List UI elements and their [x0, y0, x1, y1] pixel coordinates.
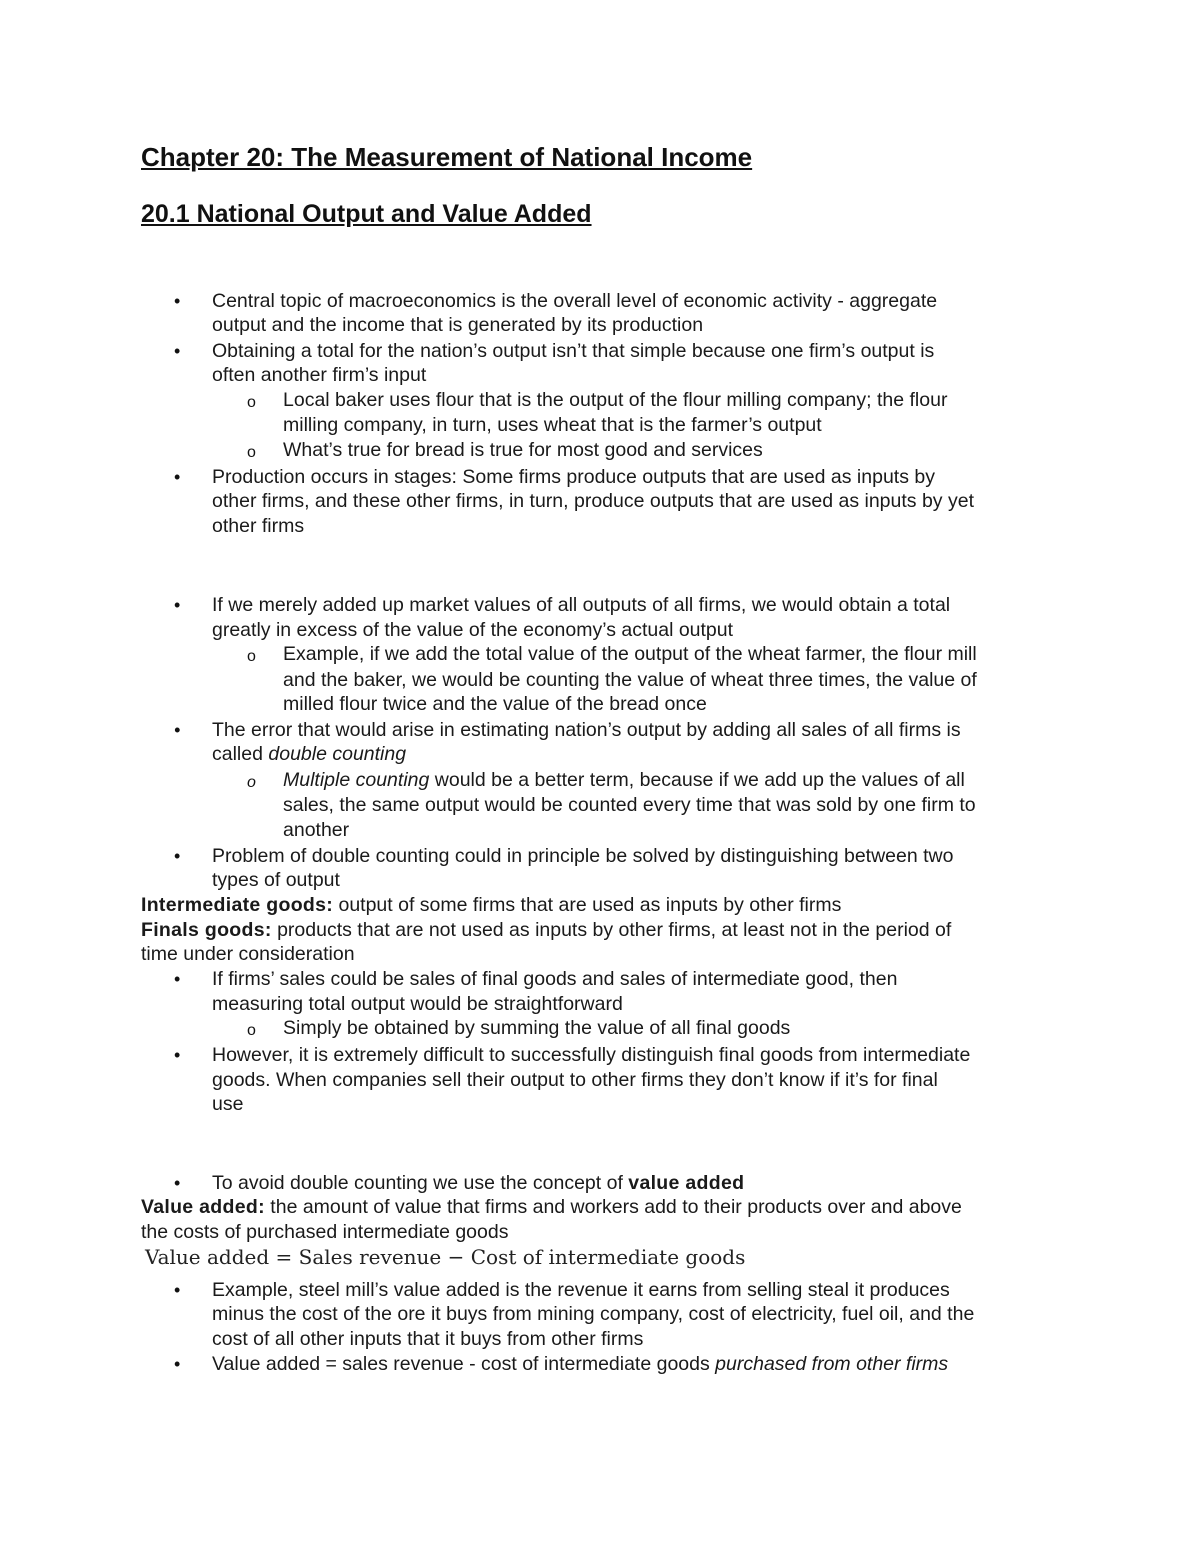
sub-bullet-text: Example, if we add the total value of the output of the wheat farmer, the flour mill	[283, 643, 977, 665]
sub-bullet-text: What’s true for bread is true for most good and services	[283, 439, 763, 461]
bullet-text: Example, steel mill’s value added is the revenue it earns from selling steal it produces	[212, 1279, 950, 1301]
sub-bullet-icon: o	[247, 774, 256, 791]
bullet-icon: •	[174, 595, 181, 615]
sub-bullet-text	[283, 768, 965, 793]
bullet-text: However, it is extremely difficult to successfully distinguish final goods from intermediate	[212, 1044, 971, 1066]
emphasis-text: double counting	[268, 743, 407, 765]
bullet-text: often another firm’s input	[212, 364, 427, 386]
bullet-text: greatly in excess of the value of the economy’s actual output	[212, 619, 734, 641]
bullet-text: Production occurs in stages: Some firms produce outputs that are used as inputs by	[212, 466, 935, 488]
bullet-text: measuring total output would be straightforward	[212, 993, 623, 1015]
plain-text: Value added = sales revenue - cost of intermediate goods	[212, 1353, 716, 1375]
definition-text: time under consideration	[141, 943, 355, 965]
bullet-text: use	[212, 1093, 244, 1115]
bullet-text: types of output	[212, 869, 340, 891]
bullet-text: Problem of double counting could in principle be solved by distinguishing between two	[212, 845, 954, 867]
bullet-text: The error that would arise in estimating nation’s output by adding all sales of all firms is	[212, 719, 961, 741]
chapter-title: Chapter 20: The Measurement of National Income	[141, 142, 753, 172]
definition-term: Value added:	[141, 1196, 265, 1218]
definition-text: products that are not used as inputs by other firms, at least not in the period of	[271, 919, 952, 941]
definition-value-added	[141, 1195, 962, 1220]
bullet-text: If firms’ sales could be sales of final goods and sales of intermediate good, then	[212, 968, 898, 990]
bullet-text	[212, 1352, 948, 1377]
sub-bullet-text: and the baker, we would be counting the value of wheat three times, the value of	[283, 669, 977, 691]
bullet-icon: •	[174, 846, 181, 866]
bullet-text: output and the income that is generated by its production	[212, 314, 704, 336]
bullet-icon: •	[174, 1280, 181, 1300]
definition-term: Finals goods:	[141, 919, 272, 941]
bold-text: value added	[628, 1172, 745, 1194]
definition-text: the costs of purchased intermediate goods	[141, 1221, 509, 1243]
definition-term: Intermediate goods:	[141, 894, 334, 916]
bullet-icon: •	[174, 720, 181, 740]
sub-bullet-text: Simply be obtained by summing the value of all final goods	[283, 1017, 791, 1039]
sub-bullet-icon: o	[247, 444, 256, 461]
emphasis-text: purchased from other firms	[715, 1353, 949, 1375]
sub-bullet-icon: o	[247, 394, 256, 411]
plain-text: would be a better term, because if we add up the values of all	[429, 769, 965, 791]
plain-text: called	[212, 743, 269, 765]
bullet-text: other firms, and these other firms, in turn, produce outputs that are used as inputs by yet	[212, 490, 974, 512]
definition-text: the amount of value that firms and workers add to their products over and above	[264, 1196, 962, 1218]
sub-bullet-text: Local baker uses flour that is the output of the flour milling company; the flour	[283, 389, 948, 411]
bullet-icon: •	[174, 969, 181, 989]
plain-text: To avoid double counting we use the concept of	[212, 1172, 629, 1194]
bullet-icon: •	[174, 467, 181, 487]
bullet-text	[212, 742, 406, 767]
sub-bullet-icon: o	[247, 648, 256, 665]
bullet-text: goods. When companies sell their output to other firms they don’t know if it’s for final	[212, 1069, 938, 1091]
bullet-text: other firms	[212, 515, 305, 537]
definition-intermediate-goods	[141, 893, 841, 918]
definition-text: output of some firms that are used as inputs by other firms	[333, 894, 842, 916]
sub-bullet-icon: o	[247, 1022, 256, 1039]
bullet-text: cost of all other inputs that it buys from other firms	[212, 1328, 644, 1350]
definition-final-goods	[141, 918, 951, 943]
bullet-icon: •	[174, 1173, 181, 1193]
bullet-icon: •	[174, 1354, 181, 1374]
bullet-text	[212, 1171, 744, 1196]
sub-bullet-text: milling company, in turn, uses wheat that is the farmer’s output	[283, 414, 822, 436]
bullet-text: Central topic of macroeconomics is the overall level of economic activity - aggregate	[212, 290, 938, 312]
bullet-text: minus the cost of the ore it buys from mining company, cost of electricity, fuel oil, and the	[212, 1303, 975, 1325]
sub-bullet-text: milled flour twice and the value of the bread once	[283, 693, 707, 715]
sub-bullet-text: sales, the same output would be counted every time that was sold by one firm to	[283, 794, 976, 816]
sub-bullet-text: another	[283, 819, 350, 841]
bullet-icon: •	[174, 1045, 181, 1065]
bullet-icon: •	[174, 291, 181, 311]
value-added-formula: Value added = Sales revenue − Cost of intermediate goods	[145, 1245, 746, 1269]
bullet-icon: •	[174, 341, 181, 361]
section-title: 20.1 National Output and Value Added	[141, 200, 592, 228]
bullet-text: Obtaining a total for the nation’s output isn’t that simple because one firm’s output is	[212, 340, 935, 362]
emphasis-text: Multiple counting	[283, 769, 430, 791]
bullet-text: If we merely added up market values of all outputs of all firms, we would obtain a total	[212, 594, 951, 616]
